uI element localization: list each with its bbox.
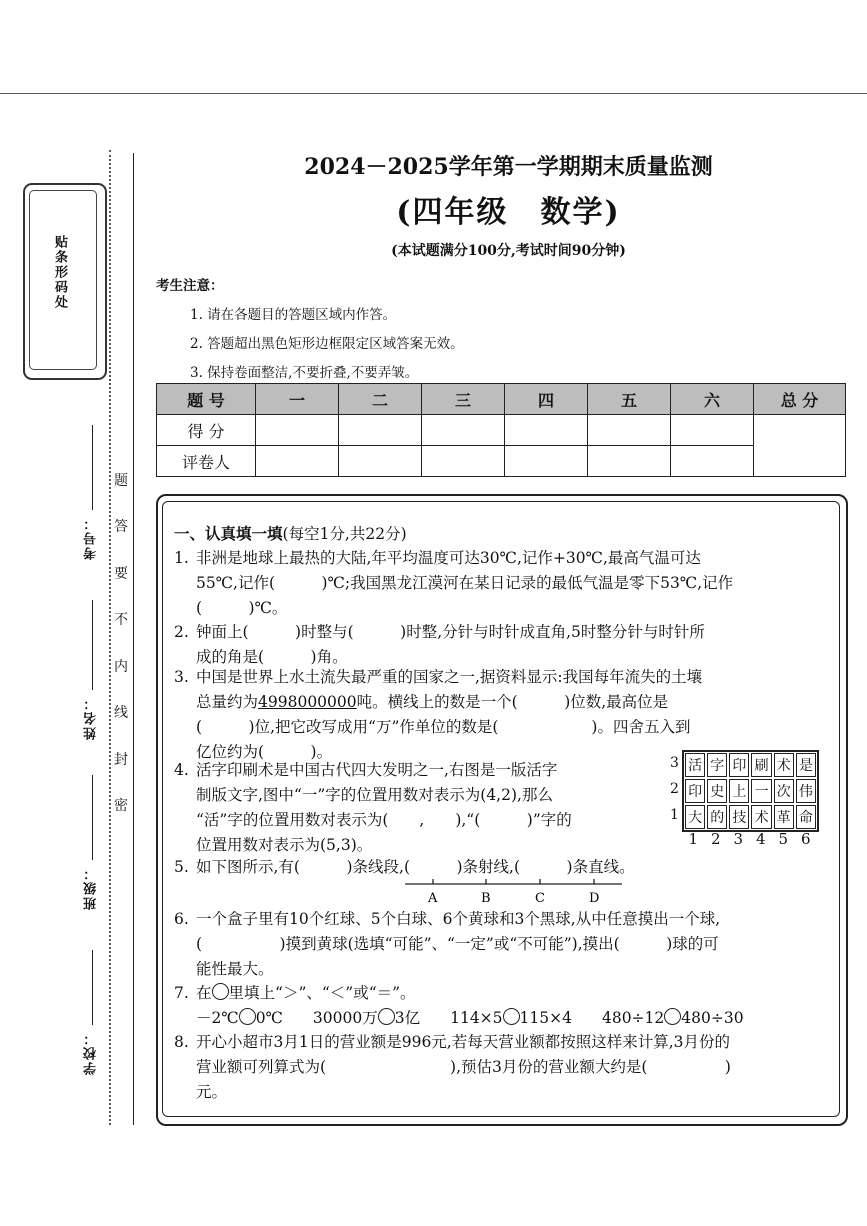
barcode-label: 贴条形码处 xyxy=(52,235,67,310)
grid-cell: 印 xyxy=(685,779,705,803)
question-text: ( )℃。 xyxy=(196,599,288,617)
binding-char: 要 xyxy=(114,565,128,582)
grid-cell: 命 xyxy=(796,805,816,829)
notice-item: 1. 请在各题目的答题区域内作答。 xyxy=(190,307,397,323)
score-header-cell: 四 xyxy=(505,384,588,415)
notice-block xyxy=(156,272,464,388)
question-number: 7. xyxy=(174,984,189,1002)
notice-item: 2. 答题超出黑色矩形边框限定区域答案无效。 xyxy=(190,336,464,352)
grader-cell[interactable] xyxy=(256,446,339,477)
point-label-a: A xyxy=(428,891,438,906)
question-text: 位置用数对表示为(5,3)。 xyxy=(196,836,373,854)
compare-item xyxy=(450,1006,572,1031)
binding-char: 答 xyxy=(114,519,128,536)
grid-col-label: 6 xyxy=(800,830,811,848)
compare-items xyxy=(174,1006,834,1031)
section-heading xyxy=(174,521,834,547)
compare-item xyxy=(313,1006,420,1031)
field-class-blank[interactable] xyxy=(92,775,93,860)
total-score-cell[interactable] xyxy=(754,415,846,477)
binding-char: 内 xyxy=(114,658,128,675)
score-header-cell: 二 xyxy=(339,384,422,415)
score-cell[interactable] xyxy=(671,415,754,446)
grid-row-labels xyxy=(670,750,679,828)
question-2 xyxy=(174,620,834,670)
question-text: 如下图所示,有( )条线段,( )条射线,( )条直线。 xyxy=(196,858,635,876)
grid-col-label: 2 xyxy=(710,830,721,848)
question-4 xyxy=(174,758,664,858)
point-label-b: B xyxy=(481,891,491,906)
question-text: 在 xyxy=(196,984,212,1002)
grid-cell: 术 xyxy=(774,753,794,777)
grid-cell: 次 xyxy=(774,779,794,803)
score-header-cell: 三 xyxy=(422,384,505,415)
exam-note: (本试题满分100分,考试时间90分钟) xyxy=(391,243,626,259)
grader-cell[interactable] xyxy=(505,446,588,477)
score-header-cell: 总 分 xyxy=(754,384,846,415)
compare-circle[interactable] xyxy=(378,1008,395,1025)
compare-circle-icon xyxy=(212,983,229,1000)
grid-row-label: 1 xyxy=(670,807,679,823)
margin-rule xyxy=(133,153,134,1125)
score-table xyxy=(156,383,846,477)
question-text: 营业额可列算式为( ),预估3月份的营业额大约是( ) xyxy=(196,1058,731,1076)
question-text: 活字印刷术是中国古代四大发明之一,右图是一版活字 xyxy=(196,761,558,779)
grid-cell: 活 xyxy=(685,753,705,777)
question-text: 55℃,记作( )℃;我国黑龙江漠河在某日记录的最低气温是零下53℃,记作 xyxy=(196,574,734,592)
question-7 xyxy=(174,981,834,1031)
question-text: 制版文字,图中“一”字的位置用数对表示为(4,2),那么 xyxy=(196,786,553,804)
field-school-blank[interactable] xyxy=(92,950,93,1025)
question-number: 8. xyxy=(174,1033,189,1051)
field-name-label: 姓名： xyxy=(84,695,99,740)
notice-heading: 考生注意： xyxy=(156,278,224,294)
grid-cell: 术 xyxy=(751,805,771,829)
question-text: 钟面上( )时整与( )时整,分针与时针成直角,5时整分针与时针所 xyxy=(196,623,705,641)
question-text: 亿位约为( )。 xyxy=(196,743,333,761)
score-header-cell: 五 xyxy=(588,384,671,415)
question-number: 4. xyxy=(174,761,189,779)
score-cell[interactable] xyxy=(505,415,588,446)
binding-char: 线 xyxy=(114,705,128,722)
score-header-cell: 六 xyxy=(671,384,754,415)
line-diagram xyxy=(400,874,630,906)
question-text: “活”字的位置用数对表示为( , ),“( )”字的 xyxy=(196,811,572,829)
compare-right: 3亿 xyxy=(394,1009,421,1027)
score-cell[interactable] xyxy=(339,415,422,446)
grid-cells xyxy=(682,750,819,832)
point-label-c: C xyxy=(535,891,545,906)
compare-right: 0℃ xyxy=(255,1009,283,1027)
grid-cell: 的 xyxy=(707,805,727,829)
grid-cell: 一 xyxy=(751,779,771,803)
question-text: 一个盒子里有10个红球、5个白球、6个黄球和3个黑球,从中任意摸出一个球, xyxy=(196,910,721,928)
grader-cell[interactable] xyxy=(339,446,422,477)
question-text: 成的角是( )角。 xyxy=(196,648,348,666)
question-text: ( )摸到黄球(选填“可能”、“一定”或“不可能”),摸出( )球的可 xyxy=(196,935,719,953)
field-exam-number-label: 考号： xyxy=(84,515,99,560)
compare-right: 480÷30 xyxy=(681,1009,744,1027)
grid-cell: 印 xyxy=(729,753,749,777)
underlined-number: 4998000000 xyxy=(258,693,357,711)
grid-col-label: 4 xyxy=(755,830,766,848)
grid-cell: 大 xyxy=(685,805,705,829)
section-title: 一、认真填一填 xyxy=(174,524,283,543)
question-text: 总量约为 xyxy=(196,693,259,711)
question-text: 元。 xyxy=(196,1083,228,1101)
grader-cell[interactable] xyxy=(671,446,754,477)
score-cell[interactable] xyxy=(422,415,505,446)
binding-char: 封 xyxy=(114,751,128,768)
grid-cell: 刷 xyxy=(751,753,771,777)
grid-cell: 革 xyxy=(774,805,794,829)
question-text: 中国是世界上水土流失最严重的国家之一,据资料显示:我国每年流失的土壤 xyxy=(196,668,703,686)
grid-col-labels xyxy=(682,830,817,848)
grid-cell: 是 xyxy=(796,753,816,777)
compare-left: 114×5 xyxy=(450,1009,503,1027)
top-rule xyxy=(0,93,867,94)
binding-warning xyxy=(112,470,130,815)
question-number: 1. xyxy=(174,549,189,567)
question-text: 吨。横线上的数是一个( )位数,最高位是 xyxy=(356,693,669,711)
compare-item xyxy=(602,1006,744,1031)
grid-row-label: 2 xyxy=(670,781,679,797)
question-text: 非洲是地球上最热的大陆,年平均温度可达30℃,记作+30℃,最高气温可达 xyxy=(196,549,701,567)
grid-cell: 字 xyxy=(707,753,727,777)
question-text: 能性最大。 xyxy=(196,960,274,978)
score-header-cell: 题 号 xyxy=(157,384,256,415)
field-name-blank[interactable] xyxy=(92,600,93,690)
binding-char: 题 xyxy=(114,473,128,489)
grid-cell: 技 xyxy=(729,805,749,829)
field-class-label: 班级： xyxy=(84,865,99,910)
question-text: ( )位,把它改写成用“万”作单位的数是( )。四舍五入到 xyxy=(196,718,691,736)
question-text: 开心小超市3月1日的营业额是996元,若每天营业额都按照这样来计算,3月份的 xyxy=(196,1033,731,1051)
question-8 xyxy=(174,1030,834,1105)
grid-cell: 上 xyxy=(729,779,749,803)
grid-col-label: 5 xyxy=(778,830,789,848)
score-row-label: 评卷人 xyxy=(157,446,256,477)
grid-cell: 伟 xyxy=(796,779,816,803)
compare-item xyxy=(196,1006,283,1031)
compare-left: －2℃ xyxy=(196,1009,239,1027)
grid-cell: 史 xyxy=(707,779,727,803)
score-row-label: 得 分 xyxy=(157,415,256,446)
grid-col-label: 1 xyxy=(688,830,699,848)
question-1 xyxy=(174,546,834,621)
movable-type-grid xyxy=(670,750,815,848)
question-text: 里填上“＞”、“＜”或“＝”。 xyxy=(228,984,416,1002)
exam-title: 2024－2025学年第一学期期末质量监测 xyxy=(304,154,713,180)
question-6 xyxy=(174,907,834,982)
binding-char: 密 xyxy=(114,797,128,814)
score-cell[interactable] xyxy=(588,415,671,446)
score-cell[interactable] xyxy=(256,415,339,446)
grid-col-label: 3 xyxy=(733,830,744,848)
compare-left: 480÷12 xyxy=(601,1009,665,1027)
notice-item: 3. 保持卷面整洁,不要折叠,不要弄皱。 xyxy=(190,365,419,381)
binding-char: 不 xyxy=(114,612,128,629)
grader-cell[interactable] xyxy=(422,446,505,477)
exam-subtitle: (四年级 数学) xyxy=(396,195,621,230)
section-score-note: (每空1分,共22分) xyxy=(282,525,407,543)
compare-left: 30000万 xyxy=(312,1009,378,1027)
grid-row-label: 3 xyxy=(670,755,679,771)
compare-circle[interactable] xyxy=(664,1008,681,1025)
question-number: 3. xyxy=(174,668,189,686)
question-number: 6. xyxy=(174,910,189,928)
field-school-label: 学校： xyxy=(84,1030,99,1075)
compare-circle[interactable] xyxy=(239,1008,256,1025)
score-header-cell: 一 xyxy=(256,384,339,415)
binding-dotted-line xyxy=(109,150,111,1125)
point-label-d: D xyxy=(589,891,600,906)
compare-circle[interactable] xyxy=(503,1008,520,1025)
question-number: 2. xyxy=(174,623,189,641)
grader-cell[interactable] xyxy=(588,446,671,477)
question-number: 5. xyxy=(174,858,189,876)
compare-right: 115×4 xyxy=(519,1009,572,1027)
field-exam-number-blank[interactable] xyxy=(92,425,93,510)
